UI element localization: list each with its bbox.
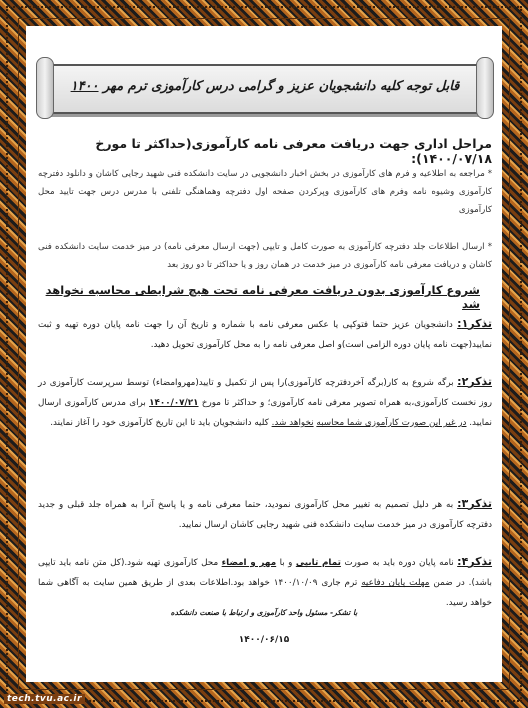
note-4-defense-deadline: مهلت پایان دفاعیه: [361, 578, 430, 588]
section-heading: مراحل اداری جهت دریافت معرفی نامه کارآموزی(حداکثر تا مورخ ۱۴۰۰/۰۷/۱۸):: [95, 136, 492, 166]
note-1: [38, 314, 492, 355]
note-3-tag: تذکر۳:: [457, 497, 492, 510]
note-2-deadline-date: ۱۴۰۰/۰۷/۲۱: [149, 398, 199, 408]
banner-year: ۱۴۰۰: [70, 79, 99, 94]
note-4-tag: تذکر۴:: [457, 555, 493, 568]
site-watermark: tech.tvu.ac.ir: [4, 694, 85, 704]
warning-subheading: شروع کارآموزی بدون دریافت معرفی نامه تحت هیچ شرایطی محاسبه نخواهد شد: [45, 283, 480, 311]
issue-date: ۱۴۰۰/۰۶/۱۵: [238, 635, 290, 645]
note-1-tag: تذکر۱:: [457, 317, 493, 330]
note-2-warning: در غیر این صورت کارآموزی شما محاسبه: [316, 418, 467, 428]
note-2-not-counted: نخواهد شد.: [271, 418, 314, 428]
instruction-paragraph-1: * مراجعه به اطلاعیه و فرم های کارآموزی در بخش اخبار دانشجویی در سایت دانشکده فنی شهید رجایی کاشان و دانلود دفترچه کارآموزی وشیوه نامه وفرم های کارآموزی وپرکردن صفحه اول دفترچه وهماهنگی تلفنی با مدرس درس جهت تایید محل کارآموزی: [38, 169, 492, 215]
banner-title-text: قابل توجه کلیه دانشجویان عزیز و گرامی درس کارآموزی ترم مهر: [103, 79, 460, 94]
note-4: [38, 552, 492, 613]
note-4-text-d: ترم جاری ۱۴۰۰/۱۰/۰۹ خواهد بود.اطلاعات بعدی از طریق همین سایت به آگاهی شما خواهد رسید.: [38, 578, 492, 608]
note-4-text-c: محل کارآموزی تهیه شود.(کل متن نامه باید تایپی باشد). در ضمن: [38, 558, 493, 588]
note-2: [38, 372, 492, 433]
notice-body: [30, 30, 498, 670]
note-3-text: به هر دلیل تصمیم به تغییر محل کارآموزی نمودید، حتما معرفی نامه و یا پاسخ آنرا به همراه جلد قبلی و جدید دفترچه کارآموزی در میز خدمت سایت دانشکده فنی شهید رجایی کاشان ارسال نمایید.: [38, 500, 492, 530]
note-2-text-d: کلیه دانشجویان باید تا این تاریخ کارآموزی خود را آغاز نمایند.: [50, 418, 269, 428]
note-4-text-b: و با: [279, 558, 293, 568]
banner-title: [46, 79, 484, 94]
note-2-text-a: برگه شروع به کار(برگه آخردفترچه کارآموزی)را پس از تکمیل و تایید(مهروامضاء) توسط سرپرست کارآموزی در روز نخست کارآموزی،به همراه تصویر معرفی نامه کارآموزی؛ و حداکثر تا مورخ: [38, 378, 493, 408]
note-4-fully-typed: تمام تایپی: [295, 558, 341, 568]
note-2-text-c: نمایید.: [469, 418, 492, 428]
note-2-text-b: برای مدرس کارآموزی ارسال: [38, 398, 146, 408]
title-banner: [44, 64, 486, 114]
note-1-text: دانشجویان عزیز حتما فتوکپی یا عکس معرفی نامه با شماره و تاریخ آن را جهت نامه پایان دوره تهیه و ثبت نمایید(جهت نامه پایان دوره الزامی است)و اصل معرفی نامه را به محل کارآموزی تحویل دهید.: [38, 320, 492, 350]
signature-line: با تشکر- مسئول واحد کارآموزی و ارتباط با صنعت دانشکده: [170, 608, 358, 617]
note-3: [38, 494, 492, 535]
instruction-paragraph-2: * ارسال اطلاعات جلد دفترچه کارآموزی به صورت کامل و تایپی (جهت ارسال معرفی نامه) در میز خدمت سایت دانشکده فنی کاشان و دریافت معرفی نامه کارآموزی در میز خدمت در همان روز و یا حداکثر تا دو روز بعد: [38, 242, 492, 270]
note-4-stamp-signature: مهر و امضاء: [221, 558, 277, 568]
note-2-tag: تذکر۲:: [457, 375, 493, 388]
note-4-text-a: نامه پایان دوره باید به صورت: [344, 558, 454, 568]
